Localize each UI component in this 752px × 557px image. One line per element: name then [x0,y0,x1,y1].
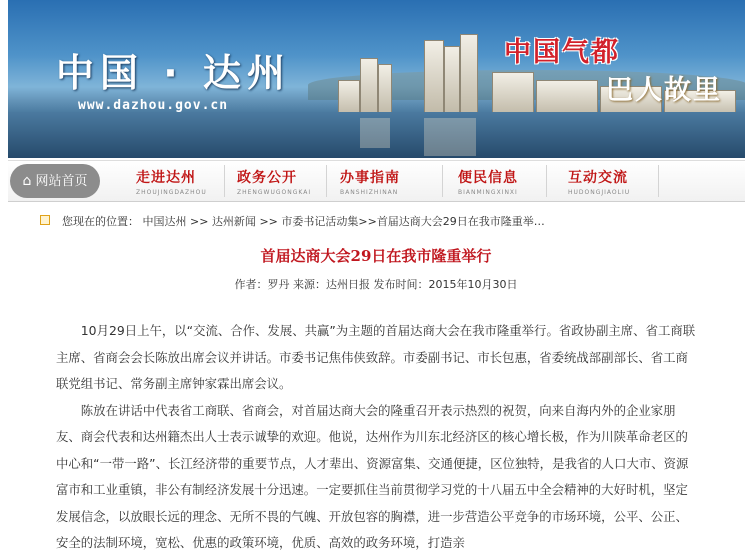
nav-item-bianmin[interactable] [458,167,518,197]
breadcrumb-prefix: 您现在的位置： [62,215,139,228]
banner-building [378,64,392,117]
banner-building [424,40,444,117]
article-paragraph: 陈放在讲话中代表省工商联、省商会，对首届达商大会的隆重召开表示热烈的祝贺，向来自海内外的企业家朋友、商会代表和达州籍杰出人士表示诚挚的欢迎。他说，达州作为川东北经济区的核心增长极，作为川陕革命老区的中心和“一带一路”、长江经济带的重要节点，人才辈出、资源富集、交通便捷，区位独特，是我省的人口大市、资源富市和工业重镇，非公有制经济发展十分迅速。一定要抓住当前贯彻学习党的十八届五中全会精神的大好时机，坚定发展信念，以放眼长远的理念、无所不畏的气魄、开放包容的胸襟，进一步营造公平竞争的市场环境，公平、公正、安全的法制环境，宽松、优惠的政策环境，优质、高效的政务环境，打造亲 [56,402,689,550]
nav-item-hudong[interactable] [568,167,630,197]
nav-divider [658,165,659,197]
nav-item-banshi[interactable] [340,167,400,197]
nav-divider [224,165,225,197]
nav-divider [546,165,547,197]
main-nav [8,160,745,202]
nav-divider [442,165,443,197]
nav-item-pinyin: ZHOUJINGDAZHOU [136,189,207,196]
location-icon [40,215,50,225]
nav-item-pinyin: BIANMINGXINXI [458,189,518,196]
home-icon: ⌂ [22,173,32,189]
breadcrumb [40,213,545,229]
article-paragraph: 10月29日上午，以“交流、合作、发展、共赢”为主题的首届达商大会在我市隆重举行。省政协副主席、省工商联主席、省商会会长陈放出席会议并讲话。市委书记焦伟侠致辞。市委副书记、市长包惠，省委统战部副部长、省工商联党组书记、常务副主席钟家霖出席会议。 [56,323,696,391]
nav-item-label: 走进达州 [136,170,196,186]
nav-item-label: 便民信息 [458,170,518,186]
nav-item-pinyin: ZHENGWUGONGKAI [237,189,312,196]
nav-item-zhengwu[interactable] [237,167,311,197]
nav-item-zoujin[interactable] [136,167,207,197]
article-body [56,318,696,557]
breadcrumb-link-news[interactable]: 达州新闻 [211,215,256,228]
site-url: www.dazhou.gov.cn [78,98,229,113]
nav-item-label: 互动交流 [568,170,628,186]
slogan-line1: 中国气都 [504,37,620,68]
breadcrumb-separator: >> [358,215,377,228]
nav-item-pinyin: HUDONGJIAOLIU [568,189,631,196]
banner-reflection [360,118,390,148]
home-button[interactable] [10,164,100,198]
nav-item-pinyin: BANSHIZHINAN [340,189,399,196]
breadcrumb-link-home[interactable]: 中国达州 [142,215,187,228]
breadcrumb-separator: >> [190,215,209,228]
site-title: 中国 · 达州 [56,51,291,95]
banner-reflection [424,118,476,156]
nav-divider [326,165,327,197]
article-meta: 作者：罗丹 来源：达州日报 发布时间：2015年10月30日 [234,278,518,291]
banner-building [492,72,534,117]
banner-building [360,58,378,117]
home-label: 网站首页 [35,174,88,189]
banner-building [444,46,460,117]
slogan-line2: 巴人故里 [606,75,722,106]
banner-building [460,34,478,117]
article-title: 首届达商大会29日在我市隆重举行 [260,247,492,265]
breadcrumb-separator: >> [259,215,278,228]
breadcrumb-link-current[interactable]: 首届达商大会29日在我市隆重举… [376,215,545,228]
nav-item-label: 办事指南 [340,170,400,186]
header-banner [8,0,745,158]
nav-item-label: 政务公开 [237,170,297,186]
breadcrumb-link-category[interactable]: 市委书记活动集 [281,215,359,228]
